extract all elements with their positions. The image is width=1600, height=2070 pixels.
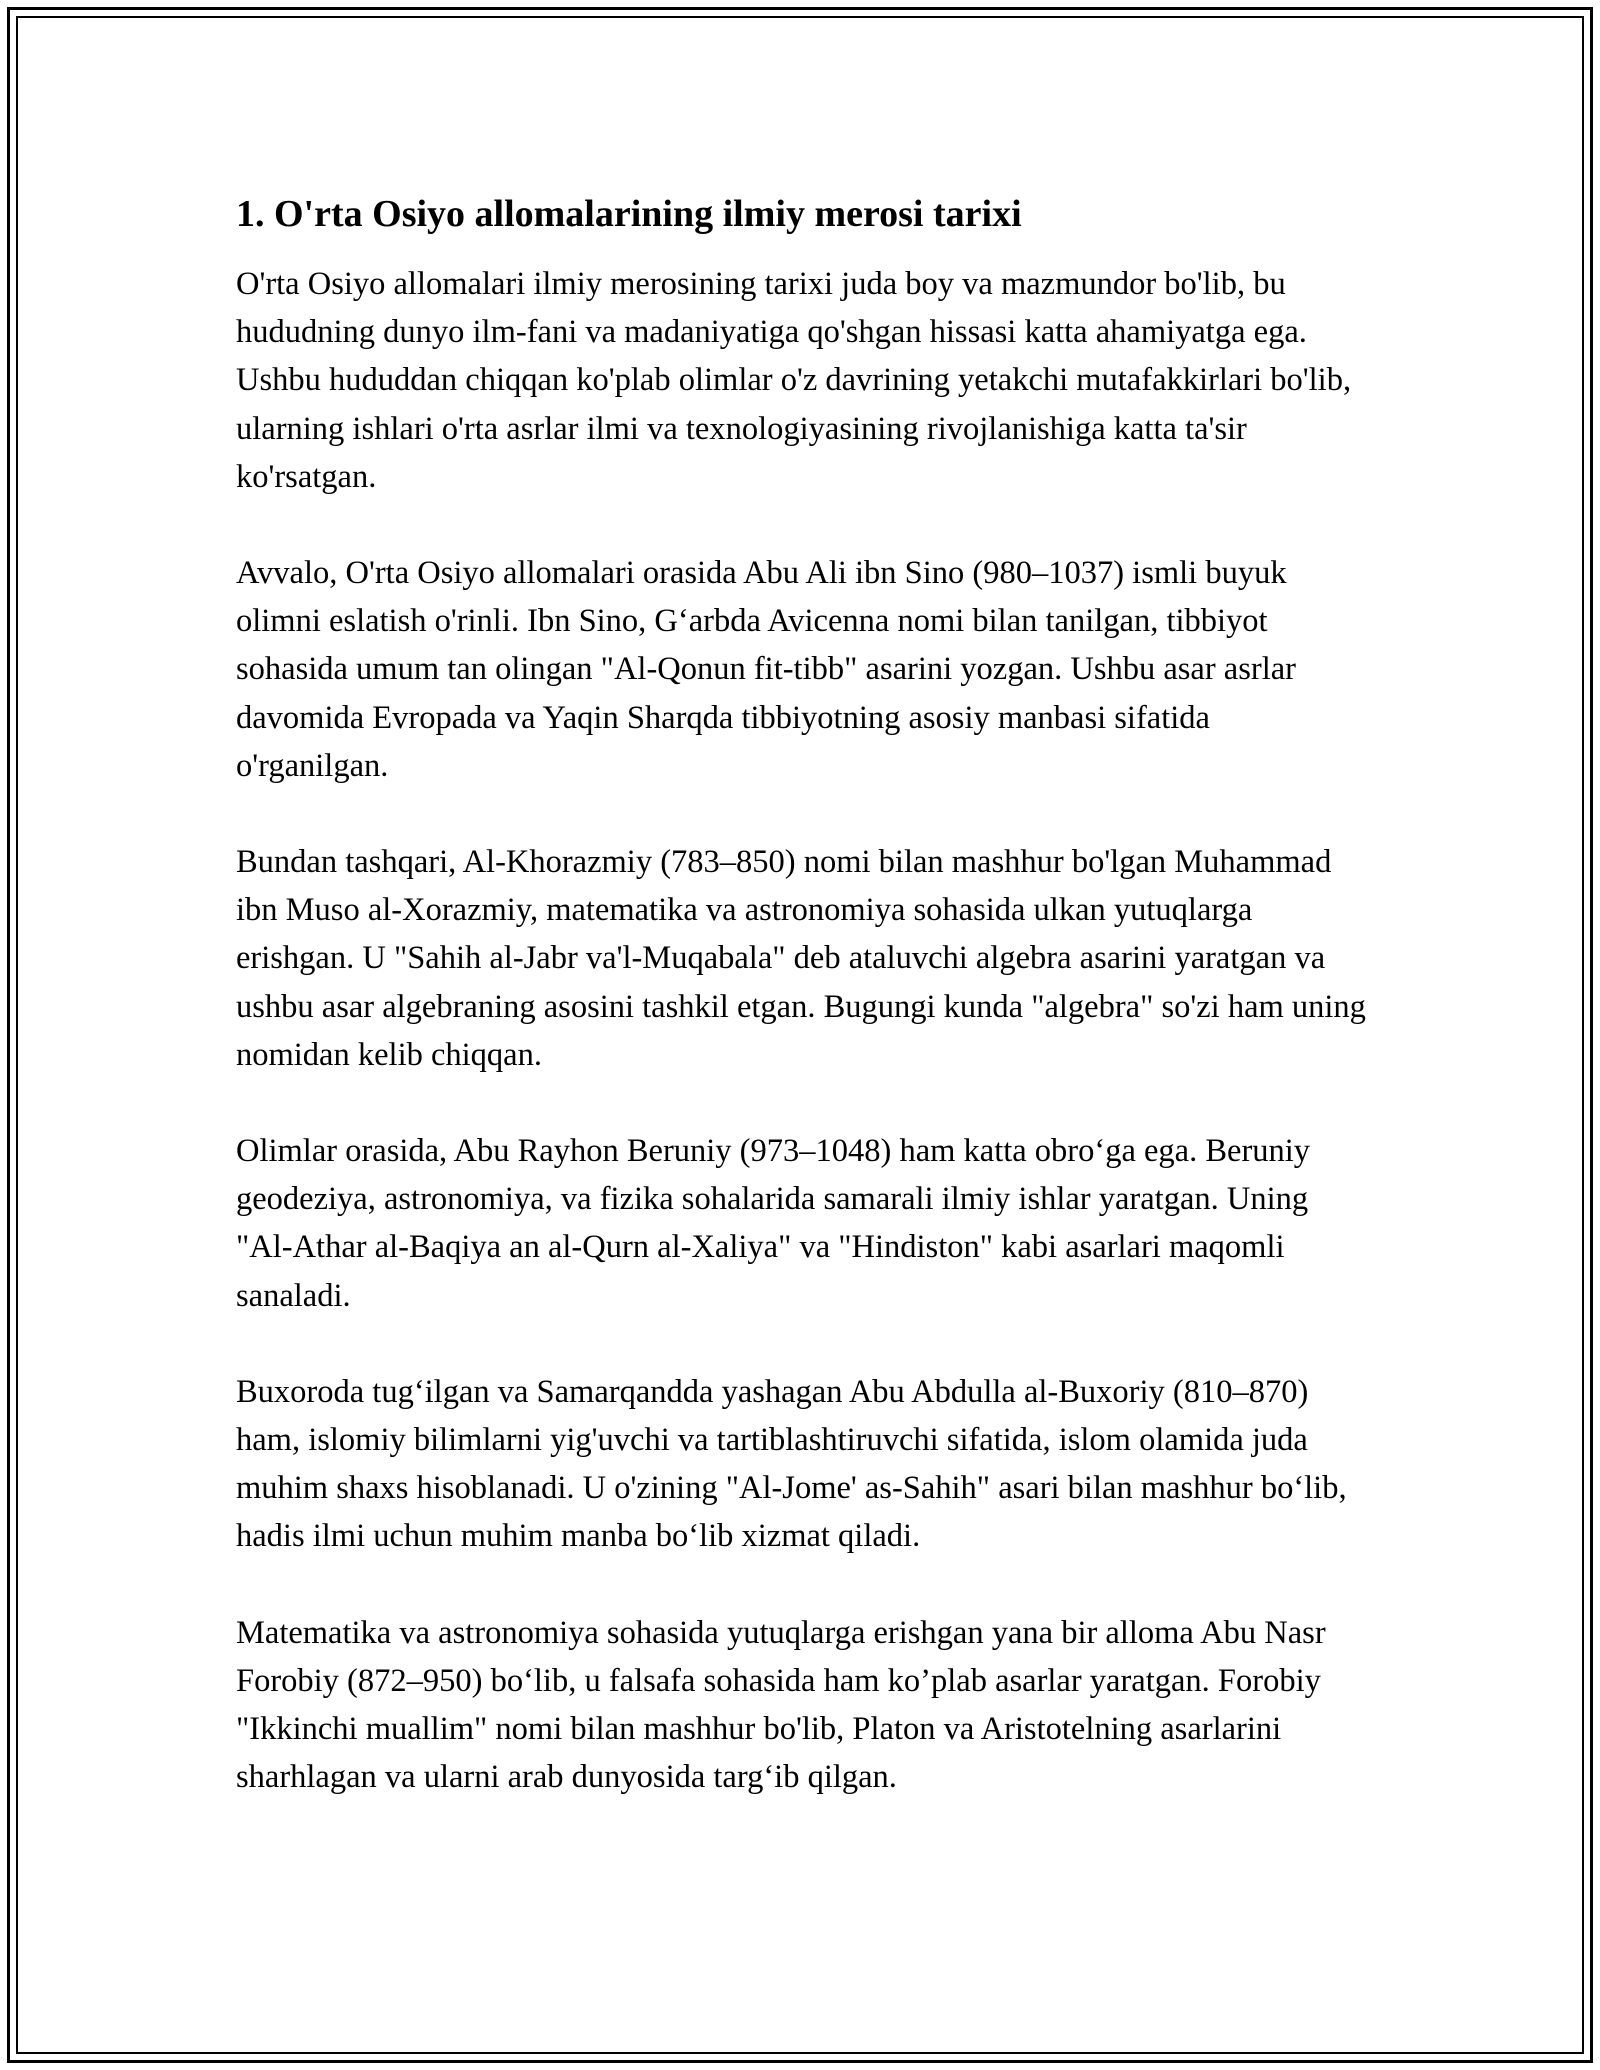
paragraph-beruniy: Olimlar orasida, Abu Rayhon Beruniy (973–1048) ham katta obro‘ga ega. Beruniy geodeziya, astronomiya, va fizika sohalarida samarali ilmiy ishlar yaratgan. Uning "Al-Athar al-Baqiya an al-Qurn al-Xaliya" va "Hindiston" kabi asarlari maqomli sanaladi.	[236, 1133, 1311, 1314]
paragraph-ibn-sino: Avvalo, O'rta Osiyo allomalari orasida Abu Ali ibn Sino (980–1037) ismli buyuk olimni eslatish o'rinli. Ibn Sino, G‘arbda Avicenna nomi bilan tanilgan, tibbiyot sohasida umum tan olingan "Al-Qonun fit-tibb" asarini yozgan. Ushbu asar asrlar davomida Evropada va Yaqin Sharqda tibbiyotning asosiy manbasi sifatida o'rganilgan.	[236, 555, 1296, 784]
paragraph-al-khorazmiy: Bundan tashqari, Al-Khorazmiy (783–850) nomi bilan mashhur bo'lgan Muhammad ibn Muso al-Xorazmiy, matematika va astronomiya sohasida ulkan yutuqlarga erishgan. U "Sahih al-Jabr va'l-Muqabala" deb ataluvchi algebra asarini yaratgan va ushbu asar algebraning asosini tashkil etgan. Bugungi kunda "algebra" so'zi ham uning nomidan kelib chiqqan.	[236, 844, 1366, 1073]
paragraph-forobiy: Matematika va astronomiya sohasida yutuqlarga erishgan yana bir alloma Abu Nasr Forobiy (872–950) bo‘lib, u falsafa sohasida ham ko’plab asarlar yaratgan. Forobiy "Ikkinchi muallim" nomi bilan mashhur bo'lib, Platon va Aristotelning asarlarini sharhlagan va ularni arab dunyosida targ‘ib qilgan.	[236, 1614, 1326, 1796]
paragraph-al-buxoriy: Buxoroda tug‘ilgan va Samarqandda yashagan Abu Abdulla al-Buxoriy (810–870) ham, islomiy bilimlarni yig'uvchi va tartiblashtiruvchi sifatida, islom olamida juda muhim shaxs hisoblanadi. U o'zining "Al-Jome' as-Sahih" asari bilan mashhur bo‘lib, hadis ilmi uchun muhim manba bo‘lib xizmat qiladi.	[236, 1373, 1347, 1555]
page-title: 1. O'rta Osiyo allomalarining ilmiy merosi tarixi	[236, 193, 1022, 235]
document-body	[236, 186, 1366, 1849]
paragraph-intro: O'rta Osiyo allomalari ilmiy merosining tarixi juda boy va mazmundor bo'lib, bu hududning dunyo ilm-fani va madaniyatiga qo'shgan hissasi katta ahamiyatga ega. Ushbu hududdan chiqqan ko'plab olimlar o'z davrining yetakchi mutafakkirlari bo'lib, ularning ishlari o'rta asrlar ilmi va texnologiyasining rivojlanishiga katta ta'sir ko'rsatgan.	[236, 266, 1352, 495]
